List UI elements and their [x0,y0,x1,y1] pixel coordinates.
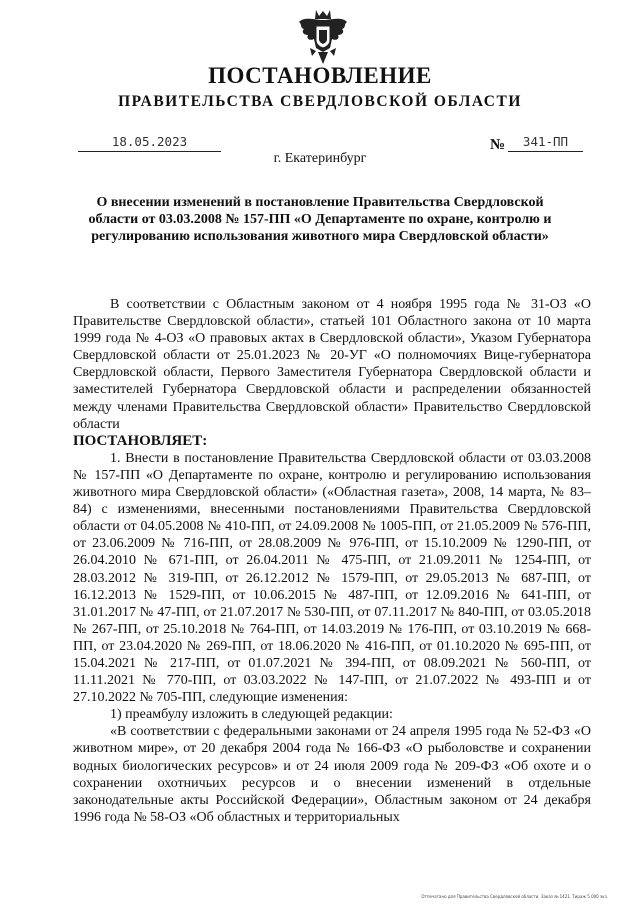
document-type-title: ПОСТАНОВЛЕНИЕ [208,63,432,88]
decree-word: ПОСТАНОВЛЯЕТ: [73,432,208,449]
document-body [73,296,591,826]
document-number: 341-ПП [508,134,583,152]
item-1-paragraph: 1. Внести в постановление Правительства Свердловской области от 03.03.2008 № 157-ПП «О Департаменте по охране, контролю и регулированию использования животного мира Свердловской области» («Областная газета», 2008, 14 марта, № 83–84) с изменениями, внесенными постановлениями Правительства Свердловской области от 04.05.2008 № 410-ПП, от 24.09.2008 № 1005-ПП, от 21.05.2009 № 576-ПП, от 23.06.2009 № 716-ПП, от 28.08.2009 № 976-ПП, от 15.10.2009 № 1290-ПП, от 26.04.2010 № 671-ПП, от 26.04.2011 № 475-ПП, от 21.09.2011 № 1254-ПП, от 28.03.2012 № 319-ПП, от 26.12.2012 № 1579-ПП, от 29.05.2013 № 687-ПП, от 16.12.2013 № 1529-ПП, от 10.06.2015 № 487-ПП, от 12.09.2016 № 641-ПП, от 31.01.2017 № 47-ПП, от 21.07.2017 № 530-ПП, от 07.11.2017 № 840-ПП, от 03.05.2018 № 267-ПП, от 25.10.2018 № 764-ПП, от 14.03.2019 № 176-ПП, от 03.10.2019 № 668-ПП, от 23.04.2020 № 269-ПП, от 18.06.2020 № 416-ПП, от 01.10.2020 № 695-ПП, от 15.04.2021 № 217-ПП, от 01.07.2021 № 394-ПП, от 08.09.2021 № 560-ПП, от 11.11.2021 № 770-ПП, от 03.03.2022 № 147-ПП, от 21.07.2022 № 493-ПП и от 27.10.2022 № 705-ПП, следующие изменения: [73,450,591,706]
number-sign: № [490,137,506,153]
subitem-1-paragraph: 1) преамбулу изложить в следующей редакции: [110,707,393,723]
document-subject: О внесении изменений в постановление Правительства Свердловской области от 03.03.2008 № 157-ПП «О Департаменте по охране, контролю и регулированию использования животного мира Свердловской области» [88,195,552,244]
document-date: 18.05.2023 [78,134,221,152]
issuing-authority: ПРАВИТЕЛЬСТВА СВЕРДЛОВСКОЙ ОБЛАСТИ [118,93,522,110]
coat-of-arms-icon [296,8,350,68]
city: г. Екатеринбург [273,151,367,166]
preamble-paragraph: В соответствии с Областным законом от 4 ноября 1995 года № 31-ОЗ «О Правительстве Свердловской области», статьей 101 Областного закона от 10 марта 1999 года № 4-ОЗ «О правовых актах в Свердловской области», Указом Губернатора Свердловской области от 25.01.2023 № 20-УГ «О полномочиях Вице-губернатора Свердловской области, Первого Заместителя Губернатора Свердловской области и заместителей Губернатора Свердловской области и распределении обязанностей между членами Правительства Свердловской области» Правительство Свердловской области [73,297,591,432]
print-footer: Отпечатано для Правительства Свердловской области. Заказ № 1421. Тираж 5 000 экз. [421,894,608,899]
quoted-preamble-paragraph: «В соответствии с федеральными законами от 24 апреля 1995 года № 52-ФЗ «О животном мире», от 20 декабря 2004 года № 166-ФЗ «О рыболовстве и сохранении водных биологических ресурсов» и от 24 июля 2009 года № 209-ФЗ «Об охоте и о сохранении охотничьих ресурсов и о внесении изменений в отдельные законодательные акты Российской Федерации», Областным законом от 24 декабря 1996 года № 58-ОЗ «Об областных и территориальных [73,724,591,825]
